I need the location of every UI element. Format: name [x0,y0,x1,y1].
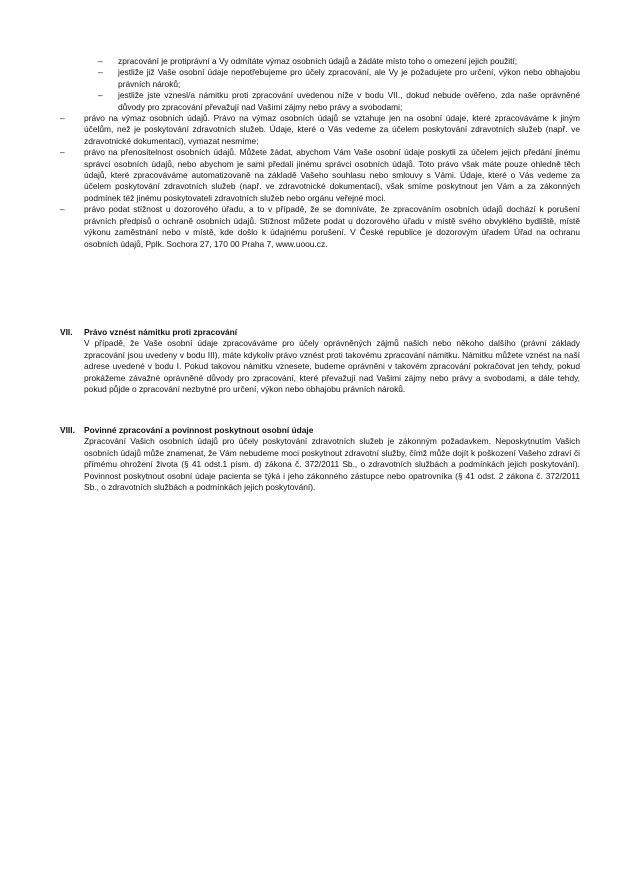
section-body: V případě, že Vaše osobní údaje zpracováváme pro účely oprávněných zájmů našich nebo někoho dalšího (právní základy zpracování jsou uvedeny v bodu III), máte kdykoliv právo vznést proti takovému zpracování námitku. Námitku můžete vznést na naší adrese uvedené v bodu I. Pokud takovou námitku vznesete, budeme oprávněni v takovém zpracování pokračovat jen tehdy, pokud prokážeme závažné oprávněné důvody pro zpracování, které převažují nad Vašimi zájmy nebo právy a svobodami, a dále tehdy, pokud půjde o zpracování nezbytné pro určení, výkon nebo obhajobu právních nároků. [84,338,580,395]
list-item-text: právo na výmaz osobních údajů. Právo na výmaz osobních údajů se vztahuje jen na osobní údaje, které zpracováváme k jiným účelům, než je poskytování zdravotních služeb. Údaje, které o Vás vedeme za účelem poskytování zdravotních služeb (např. ve zdravotnické dokumentaci), vymazat nesmíme; [84,113,580,146]
section-vii [60,327,580,395]
list-dash: – [60,147,65,158]
section-number: VII. [60,327,73,337]
section-body: Zpracování Vašich osobních údajů pro účely poskytování zdravotních služeb je zákonným požadavkem. Neposkytnutím Vašich osobních údajů může znamenat, že Vám nebudeme moci poskytnout zdravotní služby, čímž může dojít k poškození Vašeho zdraví či přímému ohrožení života (§ 41 odst.1 písm. d) zákona č. 372/2011 Sb., o zdravotních službách a podmínkách jejich poskytování). Povinnost poskytnout osobní údaje pacienta se týká i jeho zákonného zástupce nebo opatrovníka (§ 41 odst. 2 zákona č. 372/2011 Sb., o zdravotních službách a podmínkách jejich poskytování). [84,436,580,493]
section-number: VIII. [60,425,75,435]
list-dash: – [60,113,65,124]
list-item-text: právo na přenositelnost osobních údajů. Můžete žádat, abychom Vám Vaše osobní údaje poskytli za účelem jejich předání jinému správci osobních údajů, nebo abychom je sami předali jinému správci osobních údajů. Toto právo však máte pouze ohledně těch údajů, které zpracováváme automatizovaně na základě Vašeho souhlasu nebo smlouvy s Vámi. Údaje, které o Vás vedeme za účelem poskytování zdravotních služeb (např. ve zdravotnické dokumentaci), však smíme poskytnout jen Vám a za zákonných podmínek též jinému poskytovateli zdravotních služeb nebo orgánu veřejné moci. [84,147,580,203]
section-heading: Právo vznést námitku proti zpracování [84,327,238,337]
list-item-text: zpracování je protiprávní a Vy odmítáte výmaz osobních údajů a žádáte místo toho o omezení jejich použití; [118,56,518,66]
list-item [60,147,580,204]
list-item [60,67,580,90]
list-item-text: jestliže jste vznesl/a námitku proti zpracování uvedenou níže v bodu VII., dokud nebude ověřeno, zda naše oprávněné důvody pro zpracování převažují nad Vašimi zájmy nebo právy a svobodami; [118,90,580,112]
list-item-text: právo podat stížnost u dozorového úřadu, a to v případě, že se domníváte, že zpracováním osobních údajů dochází k porušení právních předpisů o ochraně osobních údajů. Stížnost můžete podat u dozorového úřadu v místě svého obvyklého bydliště, místě výkonu zaměstnání nebo v místě, kde došlo k údajnému porušení. V České republice je dozorovým úřadem Úřad na ochranu osobních údajů, Pplk. Sochora 27, 170 00 Praha 7, www.uoou.cz. [84,204,580,249]
list-dash: – [98,90,103,101]
list-dash: – [60,204,65,215]
section-viii [60,425,580,493]
list-item [60,113,580,147]
list-item [60,90,580,113]
list-item-text: jestliže již Vaše osobní údaje nepotřebujeme pro účely zpracování, ale Vy je požadujete pro určení, výkon nebo obhajobu právních nároků; [118,67,580,89]
list-item [60,204,580,250]
list-item [60,56,580,67]
list-dash: – [98,67,103,78]
section-heading: Povinné zpracování a povinnost poskytnout osobní údaje [84,425,314,435]
list-dash: – [98,56,103,66]
rights-list [60,56,580,250]
